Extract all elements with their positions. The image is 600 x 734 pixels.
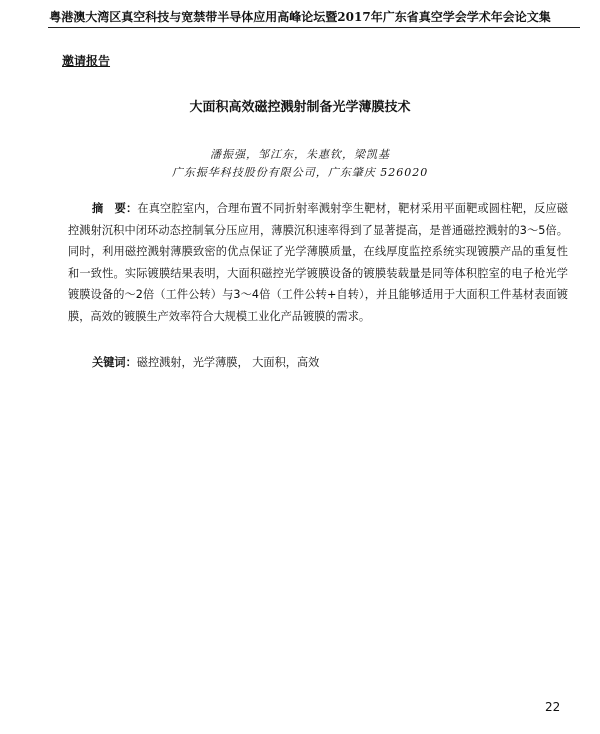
keywords: [92, 354, 319, 370]
abstract-label: 摘 要：: [92, 202, 138, 215]
page-number: 22: [545, 700, 561, 714]
author-list: 潘振强，邹江东，朱惠钦，梁凯基: [210, 148, 390, 161]
keywords-text: 磁控溅射，光学薄膜， 大面积，高效: [136, 356, 320, 369]
header-rule: [48, 27, 580, 28]
running-header: 粤港澳大湾区真空科技与宽禁带半导体应用高峰论坛暨2017年广东省真空学会学术年会论文集: [49, 10, 551, 24]
abstract-text: 在真空腔室内，合理布置不同折射率溅射孪生靶材，靶材采用平面靶或圆柱靶，反应磁控溅射沉积中闭环动态控制氧分压应用，薄膜沉积速率得到了显著提高，是普通磁控溅射的3～5倍。同时，利用磁控溅射薄膜致密的优点保证了光学薄膜质量，在线厚度监控系统实现镀膜产品的重复性和一致性。实际镀膜结果表明，大面积磁控光学镀膜设备的镀膜装载量是同等体积腔室的电子枪光学镀膜设备的～2倍（工件公转）与3～4倍（工件公转+自转），并且能够适用于大面积工件基材表面镀膜，高效的镀膜生产效率符合大规模工业化产品镀膜的需求。: [68, 202, 568, 323]
keywords-label: 关键词：: [92, 356, 137, 369]
paper-title: 大面积高效磁控溅射制备光学薄膜技术: [189, 100, 411, 115]
affiliation: 广东振华科技股份有限公司，广东肇庆 526020: [171, 166, 429, 179]
section-label: 邀请报告: [62, 54, 111, 68]
abstract: [68, 198, 568, 327]
